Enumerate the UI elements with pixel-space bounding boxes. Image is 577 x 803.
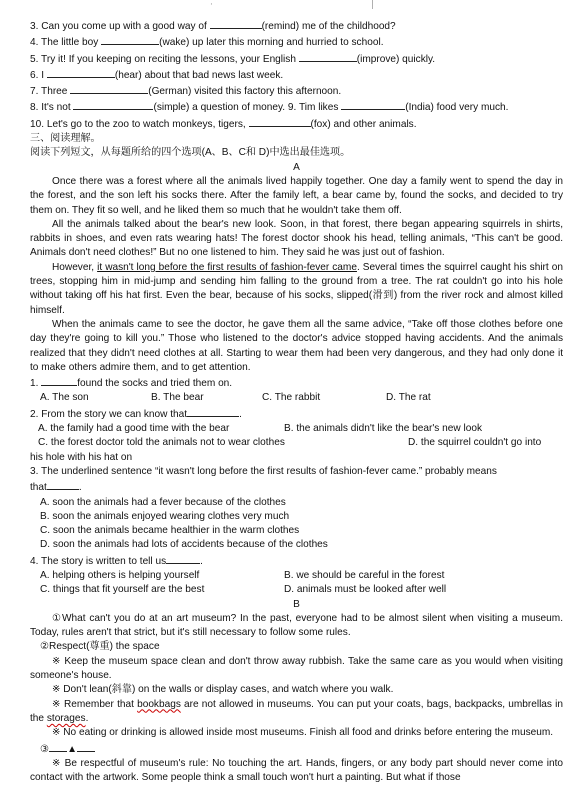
question-3: 3. The underlined sentence “it wasn't long before the first results of fashion-fever came.” probably means	[30, 465, 497, 477]
underlined-sentence: it wasn't long before the first results of fashion-fever came	[97, 261, 357, 273]
option[interactable]: A. the family had a good time with the bear	[38, 423, 230, 435]
answer-blank[interactable]	[210, 18, 262, 29]
option[interactable]: D. animals must be looked after well	[284, 584, 447, 596]
option[interactable]: B. The bear	[151, 392, 204, 404]
fill-item-4: 4. The little boy (wake) up later this morning and hurried to school.	[30, 34, 563, 50]
passage-b-heading-2: ②Respect(尊重) the space	[40, 641, 160, 653]
passage-b-paragraph-1: ①What can't you do at an art museum? In the past, everyone had to be almost silent when visiting a museum. Today, rules aren't that strict, but it's still necessary to follow some rules.	[30, 612, 563, 639]
answer-blank[interactable]	[47, 479, 79, 490]
answer-blank[interactable]	[166, 553, 200, 564]
answer-blank[interactable]	[73, 99, 153, 110]
question-4-options-row-2	[30, 583, 563, 597]
passage-b-bullet-2: ※ Don't lean(斜靠) on the walls or display cases, and watch where you walk.	[52, 684, 394, 696]
question-2-options-row-1	[30, 422, 563, 436]
passage-a-paragraph-4: When the animals came to see the doctor, he gave them all the same advice, “Take off those clothes before one day they're going to kill you.” Those who listened to the doctor's advice stopped having accidents. And the animals realized that they didn't need clothes at all. Starting to wear them had been very dangerous, and they had only done it to make others admire them, and to get attention.	[30, 318, 563, 373]
question-1-options	[30, 391, 563, 405]
option[interactable]: B. soon the animals enjoyed wearing clothes very much	[40, 510, 290, 522]
option[interactable]: C. the forest doctor told the animals not to wear clothes	[38, 437, 285, 449]
passage-b-bullet-4: ※ No eating or drinking is allowed inside most museums. Finish all food and drinks before entering the museum.	[52, 727, 554, 739]
passage-a-label: A	[293, 161, 300, 173]
answer-blank[interactable]	[187, 406, 239, 417]
question-2: 2. From the story we can know that .	[30, 406, 563, 422]
option[interactable]: D. the squirrel couldn't go into	[408, 437, 542, 449]
passage-b-label: B	[293, 598, 300, 610]
fill-item-3: 3. Can you come up with a good way of (remind) me of the childhood?	[30, 18, 563, 34]
answer-blank[interactable]	[341, 99, 405, 110]
passage-b-bullet-3: ※ Remember that bookbags are not allowed in museums. You can put your coats, bags, backpacks, umbrellas in the storages.	[30, 698, 563, 724]
fill-item-8-9: 8. It's not (simple) a question of money. 9. Tim likes (India) food very much.	[30, 99, 563, 115]
top-dot-mark: ·	[210, 0, 213, 10]
fill-item-6: 6. I (hear) about that bad news last week.	[30, 67, 563, 83]
passage-b-bullet-1: ※ Keep the museum space clean and don't throw away rubbish. Take the same care as you would when visiting someone's house.	[30, 655, 563, 682]
question-3-options	[30, 496, 563, 553]
question-2-options-row-2	[30, 436, 563, 450]
fill-item-7: 7. Three (German) visited this factory this afternoon.	[30, 83, 563, 99]
section-instruction: 阅读下列短文，从每题所给的四个选项(A、B、C和 D)中选出最佳选项。	[30, 147, 351, 159]
answer-blank[interactable]	[77, 741, 95, 752]
passage-a-paragraph-1: Once there was a forest where all the animals lived happily together. One day a family went to spend the day in the forest, and the son left his socks there. After the family left, a bear came by, found the socks, and decided to try them on. They fit so well, and he liked them so much that he wouldn't take them off.	[30, 175, 563, 216]
option[interactable]: C. The rabbit	[262, 392, 321, 404]
question-4: 4. The story is written to tell us .	[30, 553, 563, 569]
option[interactable]: D. The rat	[386, 392, 431, 404]
fill-item-10: 10. Let's go to the zoo to watch monkeys, tigers, (fox) and other animals.	[30, 116, 563, 132]
passage-a-paragraph-3: However, it wasn't long before the first results of fashion-fever came. Several times the squirrel caught his shirt on trees, stopping him in mid-jump and sending him falling to the ground from a tree. The rat couldn't go into his hole without taking off his hat first. Even the bear, because of his socks, slipped(滑到) from the river rock and almost killed himself.	[30, 261, 563, 316]
option[interactable]: B. we should be careful in the forest	[284, 569, 445, 581]
passage-a-paragraph-2: All the animals talked about the bear's new look. Soon, in that forest, there began appearing squirrels in shirts, rabbits in shoes, and even rats wearing hats! The forest doctor shook his head, telling animals, “This can't be good. Animals don't need clothes!” But no one listened to him. They said he was just out of fashion.	[30, 218, 563, 259]
answer-blank[interactable]	[101, 34, 159, 45]
section-title: 三、阅读理解。	[30, 133, 101, 145]
option[interactable]: A. soon the animals had a fever because of the clothes	[40, 496, 286, 508]
fill-item-5: 5. Try it! If you keeping on reciting the lessons, your English (improve) quickly.	[30, 51, 563, 67]
passage-b-bullet-5: ※ Be respectful of museum's rule: No touching the art. Hands, fingers, or any body part should never come into contact with the artwork. Some people think a small touch won't hurt a painting. But what if those	[30, 757, 563, 784]
answer-blank[interactable]	[299, 51, 357, 62]
option[interactable]: A. The son	[40, 392, 89, 404]
option-continuation: his hole with his hat on	[30, 451, 133, 463]
triangle-icon: ▲	[67, 743, 77, 755]
answer-blank[interactable]	[41, 375, 77, 386]
question-1: 1. found the socks and tried them on.	[30, 375, 563, 391]
top-bar-mark: |	[371, 0, 375, 10]
answer-blank[interactable]	[49, 741, 67, 752]
option[interactable]: D. soon the animals had lots of accidents because of the clothes	[40, 539, 328, 551]
answer-blank[interactable]	[249, 116, 311, 127]
option[interactable]: C. things that fit yourself are the best	[40, 584, 205, 596]
question-4-options-row-1	[30, 569, 563, 583]
content	[30, 18, 563, 785]
option[interactable]: B. the animals didn't like the bear's new look	[284, 423, 482, 435]
answer-blank[interactable]	[47, 67, 115, 78]
option[interactable]: C. soon the animals became healthier in the warm clothes	[40, 525, 300, 537]
passage-b-heading-3: ③ ▲	[30, 741, 563, 757]
answer-blank[interactable]	[70, 83, 148, 94]
option[interactable]: A. helping others is helping yourself	[40, 569, 200, 581]
question-3-continuation: that .	[30, 479, 563, 495]
